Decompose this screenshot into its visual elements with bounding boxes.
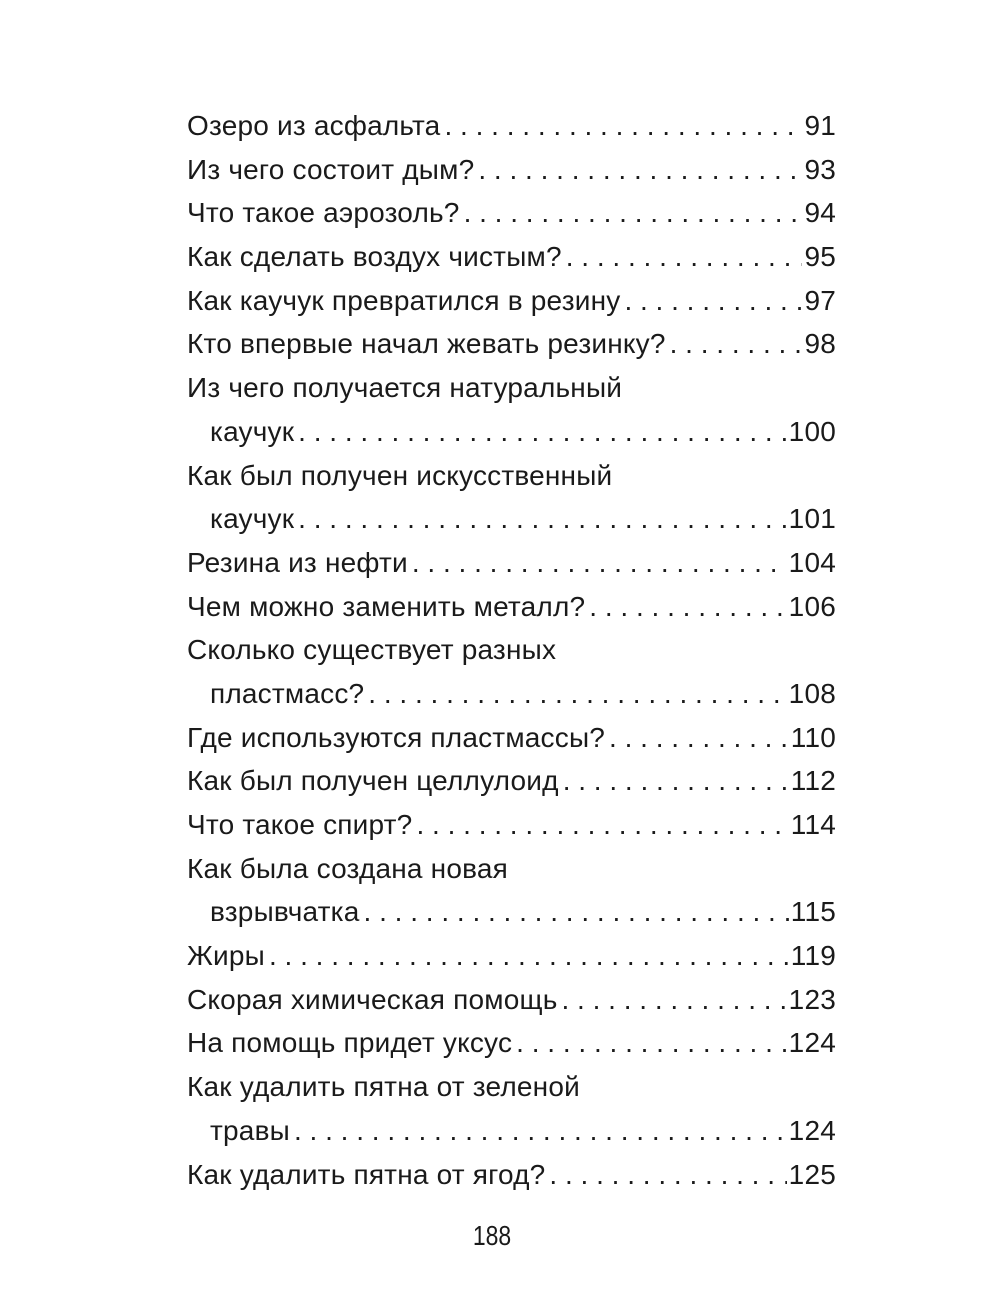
toc-entry-title: Из чего получается натуральный — [187, 372, 623, 404]
toc-entry-page: 114 — [790, 809, 836, 840]
toc-entry-first-line — [187, 366, 836, 410]
toc-entry — [187, 585, 836, 629]
toc-entry-page: 97 — [804, 284, 836, 316]
dot-leader — [474, 148, 802, 192]
dot-leader — [559, 759, 789, 803]
toc-entry — [187, 148, 836, 192]
toc-entry-continuation — [187, 672, 836, 716]
toc-entry-title: Что такое спирт? — [187, 809, 413, 840]
toc-entry-page: 124 — [788, 1027, 836, 1059]
toc-entry — [187, 279, 836, 323]
dot-leader — [585, 585, 786, 629]
toc-entry-continuation — [187, 497, 836, 541]
toc-entry — [187, 541, 836, 585]
toc-entry-page: 94 — [804, 197, 836, 229]
toc-entry-title-continuation: каучук — [210, 503, 295, 535]
dot-leader — [562, 235, 803, 279]
dot-leader — [360, 890, 789, 934]
toc-entry-title: Как каучук превратился в резину — [187, 284, 621, 316]
table-of-contents — [187, 104, 836, 1196]
toc-entry-continuation — [187, 1109, 836, 1153]
toc-entry-title: Скорая химическая помощь — [187, 983, 558, 1015]
toc-entry-page: 124 — [788, 1114, 836, 1146]
dot-leader — [294, 410, 787, 454]
toc-entry-title: Где используются пластмассы? — [187, 721, 606, 753]
dot-leader — [666, 322, 803, 366]
toc-entry-title: Как сделать воздух чистым? — [187, 241, 562, 273]
toc-entry — [187, 716, 836, 760]
toc-entry-title: Из чего состоит дым? — [187, 153, 475, 185]
toc-entry — [187, 322, 836, 366]
toc-entry-page: 106 — [788, 590, 836, 622]
toc-entry-title: Как был получен целлулоид — [187, 765, 559, 797]
toc-entry-title-continuation: пластмасс? — [210, 677, 365, 709]
toc-entry-page: 123 — [788, 983, 836, 1015]
toc-entry-continuation — [187, 410, 836, 454]
toc-entry-title: Резина из нефти — [187, 546, 408, 578]
toc-entry-page: 112 — [790, 765, 836, 797]
dot-leader — [412, 803, 788, 847]
toc-entry-page: 101 — [788, 503, 836, 535]
dot-leader — [294, 497, 787, 541]
toc-entry-title: Что такое аэрозоль? — [187, 197, 460, 229]
dot-leader — [545, 1153, 786, 1197]
toc-entry-title: Кто впервые начал жевать резинку? — [187, 328, 666, 360]
toc-entry-page: 108 — [788, 677, 836, 709]
toc-entry-title-continuation: взрывчатка — [210, 896, 360, 928]
toc-entry-page: 95 — [804, 241, 836, 273]
toc-entry-title: Как удалить пятна от ягод? — [187, 1158, 546, 1190]
toc-entry — [187, 104, 836, 148]
toc-entry-title: Как удалить пятна от зеленой — [187, 1071, 580, 1103]
toc-entry — [187, 934, 836, 978]
dot-leader — [512, 1021, 787, 1065]
toc-entry-page: 125 — [788, 1158, 836, 1190]
toc-entry — [187, 235, 836, 279]
dot-leader — [558, 978, 787, 1022]
dot-leader — [265, 934, 789, 978]
toc-entry-continuation — [187, 890, 836, 934]
toc-entry-page: 110 — [790, 721, 836, 753]
toc-entry-page: 119 — [790, 940, 836, 972]
toc-entry-title: На помощь придет уксус — [187, 1027, 513, 1059]
toc-entry-title: Как был получен искусственный — [187, 459, 613, 491]
toc-entry-page: 93 — [804, 153, 836, 185]
toc-entry — [187, 759, 836, 803]
toc-entry — [187, 1021, 836, 1065]
toc-entry — [187, 1153, 836, 1197]
toc-entry-title-continuation: травы — [210, 1114, 290, 1146]
toc-entry-first-line — [187, 454, 836, 498]
toc-entry — [187, 803, 836, 847]
toc-entry-first-line — [187, 1065, 836, 1109]
toc-entry-title: Чем можно заменить металл? — [187, 590, 586, 622]
dot-leader — [620, 279, 802, 323]
dot-leader — [364, 672, 786, 716]
dot-leader — [460, 191, 803, 235]
page-number: 188 — [472, 1220, 512, 1251]
toc-entry-title-continuation: каучук — [210, 415, 295, 447]
toc-entry-page: 100 — [788, 415, 836, 447]
toc-entry-first-line — [187, 847, 836, 891]
toc-entry — [187, 191, 836, 235]
toc-entry-title: Как была создана новая — [187, 852, 509, 884]
dot-leader — [408, 541, 787, 585]
toc-entry-page: 104 — [788, 546, 836, 578]
toc-entry-page: 91 — [804, 110, 836, 141]
dot-leader — [605, 716, 789, 760]
toc-entry-page: 98 — [804, 328, 836, 360]
dot-leader — [440, 104, 802, 148]
toc-entry-title: Озеро из асфальта — [187, 110, 441, 141]
toc-entry-title: Жиры — [187, 940, 265, 972]
dot-leader — [290, 1109, 787, 1153]
toc-entry-page: 115 — [790, 896, 836, 928]
toc-entry — [187, 978, 836, 1022]
toc-entry-first-line — [187, 628, 836, 672]
toc-entry-title: Сколько существует разных — [187, 634, 557, 666]
